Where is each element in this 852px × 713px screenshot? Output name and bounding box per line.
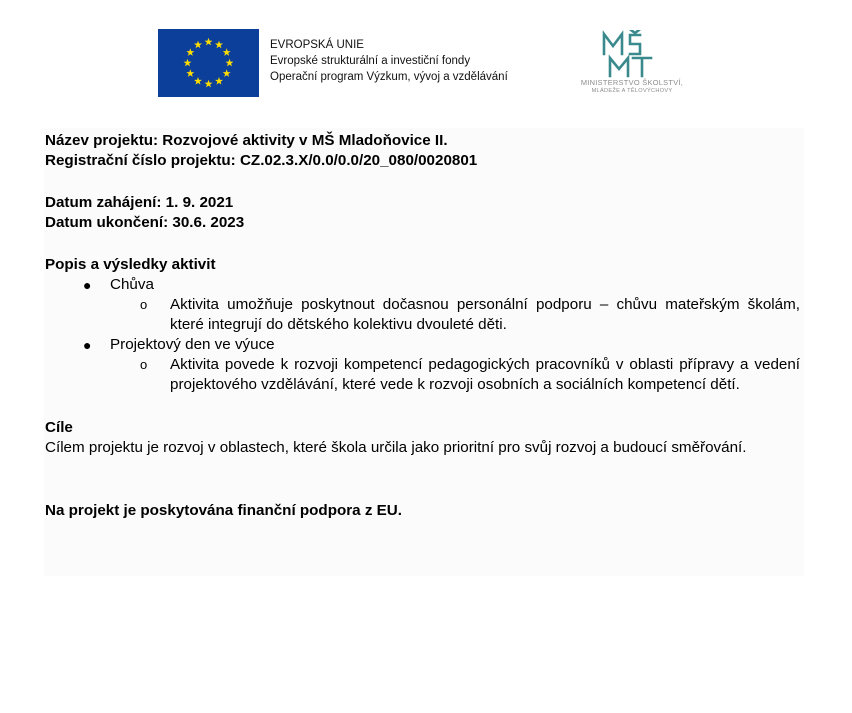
activities-heading: Popis a výsledky aktivit xyxy=(45,256,216,273)
registration-number: Registrační číslo projektu: CZ.02.3.X/0.0/0.0/20_080/0020801 xyxy=(45,152,478,169)
activity-description: Aktivita umožňuje poskytnout dočasnou personální podporu – chůvu mateřským školám, které integrují do dětského kolektivu dvouleté děti. xyxy=(170,296,800,333)
msmt-name-line-1: MINISTERSTVO ŠKOLSTVÍ, xyxy=(580,78,684,87)
list-item xyxy=(45,295,802,335)
eu-text-line-3: Operační program Výzkum, vývoj a vzdělávání xyxy=(270,71,508,83)
funding-note: Na projekt je poskytována finanční podpora z EU. xyxy=(45,502,402,519)
circle-bullet-icon: o xyxy=(140,297,148,312)
activity-title: Projektový den ve výuce xyxy=(110,336,275,353)
bullet-icon: ● xyxy=(83,277,92,293)
list-item xyxy=(45,335,802,355)
msmt-logo-icon xyxy=(562,30,702,102)
start-date: Datum zahájení: 1. 9. 2021 xyxy=(45,194,234,211)
eu-program-text xyxy=(270,37,508,85)
list-item xyxy=(45,275,802,295)
msmt-name-line-2: MLÁDEŽE A TĚLOVÝCHOVY xyxy=(591,88,673,94)
project-name: Název projektu: Rozvojové aktivity v MŠ Mladoňovice II. xyxy=(45,132,448,149)
activity-description: Aktivita povede k rozvoji kompetencí pedagogických pracovníků v oblasti přípravy a vedení projektového vzdělávání, které vede k rozvoji osobních a sociálních kompetencí dětí. xyxy=(170,356,800,393)
document-body xyxy=(45,131,802,521)
list-item xyxy=(45,355,802,395)
msmt-mark-icon xyxy=(600,30,662,82)
circle-bullet-icon: o xyxy=(140,357,148,372)
eu-text-line-1: EVROPSKÁ UNIE xyxy=(270,39,364,51)
bullet-icon: ● xyxy=(83,337,92,353)
activity-title: Chůva xyxy=(110,276,154,293)
eu-text-line-2: Evropské strukturální a investiční fondy xyxy=(270,55,471,67)
eu-flag-icon xyxy=(158,29,259,97)
end-date: Datum ukončení: 30.6. 2023 xyxy=(45,214,245,231)
goals-heading: Cíle xyxy=(45,419,73,436)
goals-text: Cílem projektu je rozvoj v oblastech, které škola určila jako prioritní pro svůj rozvoj a budoucí směřování. xyxy=(45,439,747,456)
